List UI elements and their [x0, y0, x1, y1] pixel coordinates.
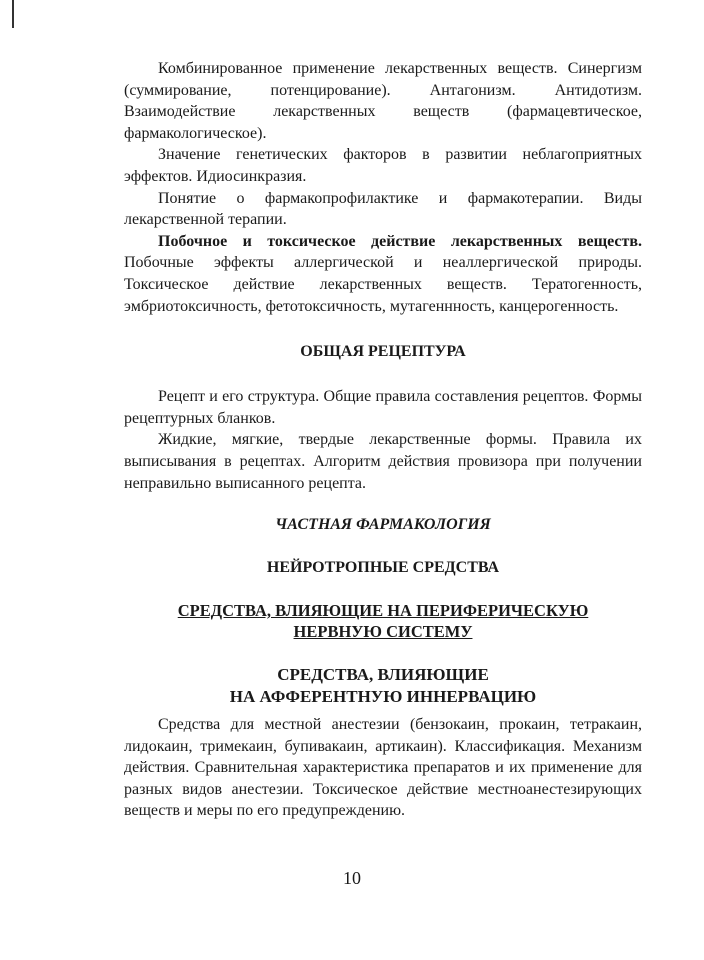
- paragraph-combined-use: Комбинированное применение лекарственных веществ. Синергизм (суммирование, потенцирование). Антагонизм. Антидотизм. Взаимодействие лекарственных веществ (фармацевтическое, фармакологическое).: [124, 60, 642, 142]
- heading-afferent-innervation: [124, 664, 642, 708]
- paragraph-local-anesthesia: Средства для местной анестезии (бензокаин, прокаин, тетракаин, лидокаин, тримекаин, бупивакаин, артикаин). Классификация. Механизм действия. Сравнительная характеристика препаратов и их применение для разных видов анестезии. Токсическое действие местноанестезирующих веществ и меры по его предупреждению.: [124, 716, 642, 820]
- heading-private-pharmacology: ЧАСТНАЯ ФАРМАКОЛОГИЯ: [275, 516, 491, 534]
- side-effects-text: Побочные эффекты аллергической и неаллергической природы. Токсическое действие лекарственных веществ. Тератогенность, эмбриотоксичность, фетотоксичность, мутагеннность, канцерогенность.: [124, 254, 642, 315]
- heading-general-prescription: ОБЩАЯ РЕЦЕПТУРА: [300, 343, 466, 361]
- heading-peripheral-nervous-system: [124, 600, 642, 642]
- scan-edge-mark: [12, 0, 14, 28]
- heading-neurotropic: НЕЙРОТРОПНЫЕ СРЕДСТВА: [266, 559, 500, 577]
- heading-peripheral-line1: СРЕДСТВА, ВЛИЯЮЩИЕ НА ПЕРИФЕРИЧЕСКУЮ: [177, 601, 589, 621]
- heading-peripheral-line2: НЕРВНУЮ СИСТЕМУ: [293, 622, 473, 642]
- page-number: 10: [343, 868, 361, 888]
- paragraph-pharmacoprophylaxis: Понятие о фармакопрофилактике и фармакотерапии. Виды лекарственной терапии.: [124, 189, 642, 229]
- paragraph-prescription-structure: Рецепт и его структура. Общие правила составления рецептов. Формы рецептурных бланков.: [124, 388, 642, 427]
- side-effects-lead: Побочное и токсическое действие лекарственных веществ.: [158, 232, 642, 250]
- paragraph-side-effects: [124, 231, 642, 317]
- paragraph-genetic-factors: Значение генетических факторов в развитии неблагоприятных эффектов. Идиосинкразия.: [124, 146, 642, 185]
- paragraph-dosage-forms: Жидкие, мягкие, твердые лекарственные формы. Правила их выписывания в рецептах. Алгоритм действия провизора при получении неправильно выписанного рецепта.: [124, 431, 642, 492]
- heading-afferent-line2: НА АФФЕРЕНТНУЮ ИННЕРВАЦИЮ: [229, 687, 537, 707]
- heading-afferent-line1: СРЕДСТВА, ВЛИЯЮЩИЕ: [277, 665, 489, 685]
- document-page: [124, 58, 642, 822]
